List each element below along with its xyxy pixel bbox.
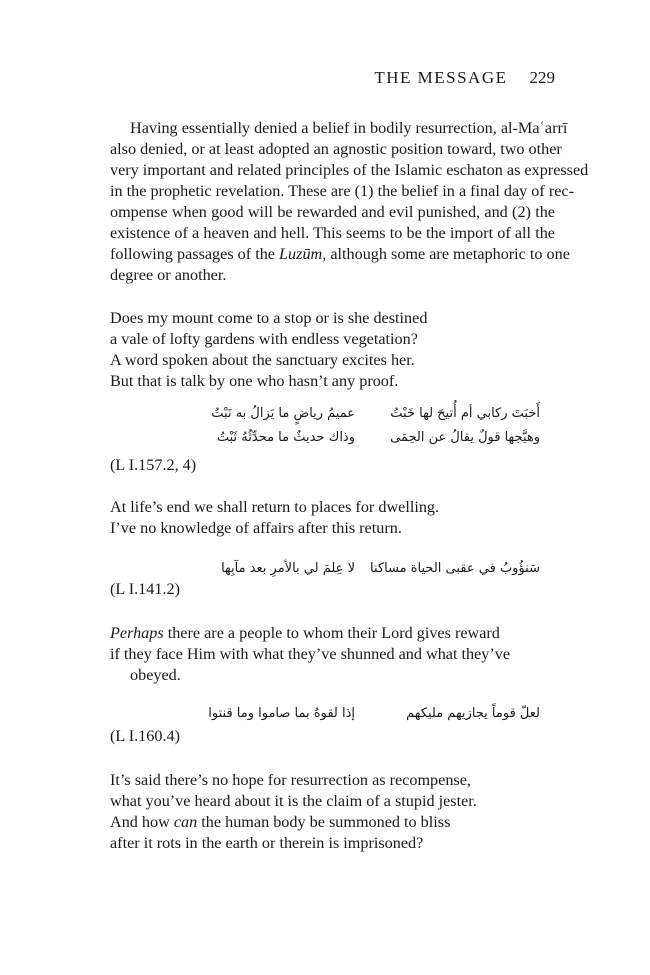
verse-line: It’s said there’s no hope for resurrection as recompense, bbox=[110, 771, 471, 789]
verse-line: Does my mount come to a stop or is she destined bbox=[110, 309, 428, 327]
verse-text: there are a people to whom their Lord gives reward bbox=[167, 624, 500, 642]
arabic-hemistich: أَخبَتَ ركابي أم أُتيحَ لها خَبْتُ bbox=[390, 406, 540, 421]
verse-line: a vale of lofty gardens with endless vegetation? bbox=[110, 330, 418, 348]
paragraph-line: also denied, or at least adopted an agnostic position toward, two other bbox=[110, 140, 562, 158]
paragraph-line bbox=[110, 244, 570, 265]
arabic-hemistich: وذاك حديثٌ ما محدِّثُهُ ثَبْتُ bbox=[216, 430, 355, 445]
running-head bbox=[374, 68, 555, 88]
verse-line: if they face Him with what they’ve shunned and what they’ve bbox=[110, 645, 511, 663]
paragraph-line: in the prophetic revelation. These are (1) the belief in a final day of rec- bbox=[110, 182, 574, 200]
verse-text: the human body be summoned to bliss bbox=[201, 813, 451, 831]
translation-verse-2 bbox=[110, 497, 439, 539]
arabic-hemistich: سَنؤُوبُ في عقبى الحياة مساكنا bbox=[370, 561, 540, 576]
italic-emphasis: Perhaps bbox=[110, 624, 164, 642]
paragraph-text: although some are metaphoric to one bbox=[330, 245, 570, 263]
translation-verse-3 bbox=[110, 623, 510, 686]
arabic-hemistich: وهيَّجها قولٌ يقالُ عن الحِمَى bbox=[390, 430, 540, 445]
page-number: 229 bbox=[529, 68, 555, 87]
arabic-hemistich: لا عِلمَ لي بالأمرِ بعد مآبِها bbox=[221, 561, 355, 576]
citation: (L I.160.4) bbox=[110, 727, 180, 745]
paragraph-text: following passages of the bbox=[110, 245, 275, 263]
italic-emphasis: can bbox=[173, 813, 198, 831]
translation-verse-1 bbox=[110, 308, 427, 392]
paragraph-line: existence of a heaven and hell. This seems to be the import of all the bbox=[110, 224, 555, 242]
verse-line bbox=[110, 812, 477, 833]
verse-line: what you’ve heard about it is the claim of a stupid jester. bbox=[110, 792, 477, 810]
verse-line: A word spoken about the sanctuary excites her. bbox=[110, 351, 415, 369]
paragraph-line: ompense when good will be rewarded and evil punished, and (2) the bbox=[110, 203, 555, 221]
verse-text: And how bbox=[110, 813, 170, 831]
verse-line bbox=[110, 623, 510, 644]
italic-title-luzum: Luzūm, bbox=[279, 245, 327, 263]
verse-line: I’ve no knowledge of affairs after this return. bbox=[110, 519, 402, 537]
paragraph-line: degree or another. bbox=[110, 266, 227, 284]
verse-line: after it rots in the earth or therein is imprisoned? bbox=[110, 834, 424, 852]
arabic-verse-row bbox=[210, 430, 540, 452]
translation-verse-4 bbox=[110, 770, 477, 854]
paragraph-line: very important and related principles of the Islamic eschaton as expressed bbox=[110, 161, 589, 179]
arabic-hemistich: عميمُ رياضٍ ما يَزالُ به نَبْتُ bbox=[211, 406, 355, 421]
arabic-verse-row bbox=[210, 706, 540, 728]
arabic-hemistich: لعلّ قوماً يجازيهم مليكهم bbox=[406, 706, 540, 721]
citation: (L I.141.2) bbox=[110, 580, 180, 598]
citation: (L I.157.2, 4) bbox=[110, 456, 197, 474]
verse-line: But that is talk by one who hasn’t any proof. bbox=[110, 372, 399, 390]
arabic-hemistich: إذا لقوهُ بما صاموا وما قنتوا bbox=[208, 706, 355, 721]
running-head-title: THE MESSAGE bbox=[374, 68, 508, 87]
verse-line: At life’s end we shall return to places for dwelling. bbox=[110, 498, 440, 516]
arabic-verse-row bbox=[210, 561, 540, 583]
verse-line: obeyed. bbox=[130, 666, 181, 684]
arabic-verse-row bbox=[210, 406, 540, 428]
intro-paragraph bbox=[110, 118, 589, 286]
paragraph-line: Having essentially denied a belief in bodily resurrection, al-Maʿarrī bbox=[130, 119, 568, 137]
